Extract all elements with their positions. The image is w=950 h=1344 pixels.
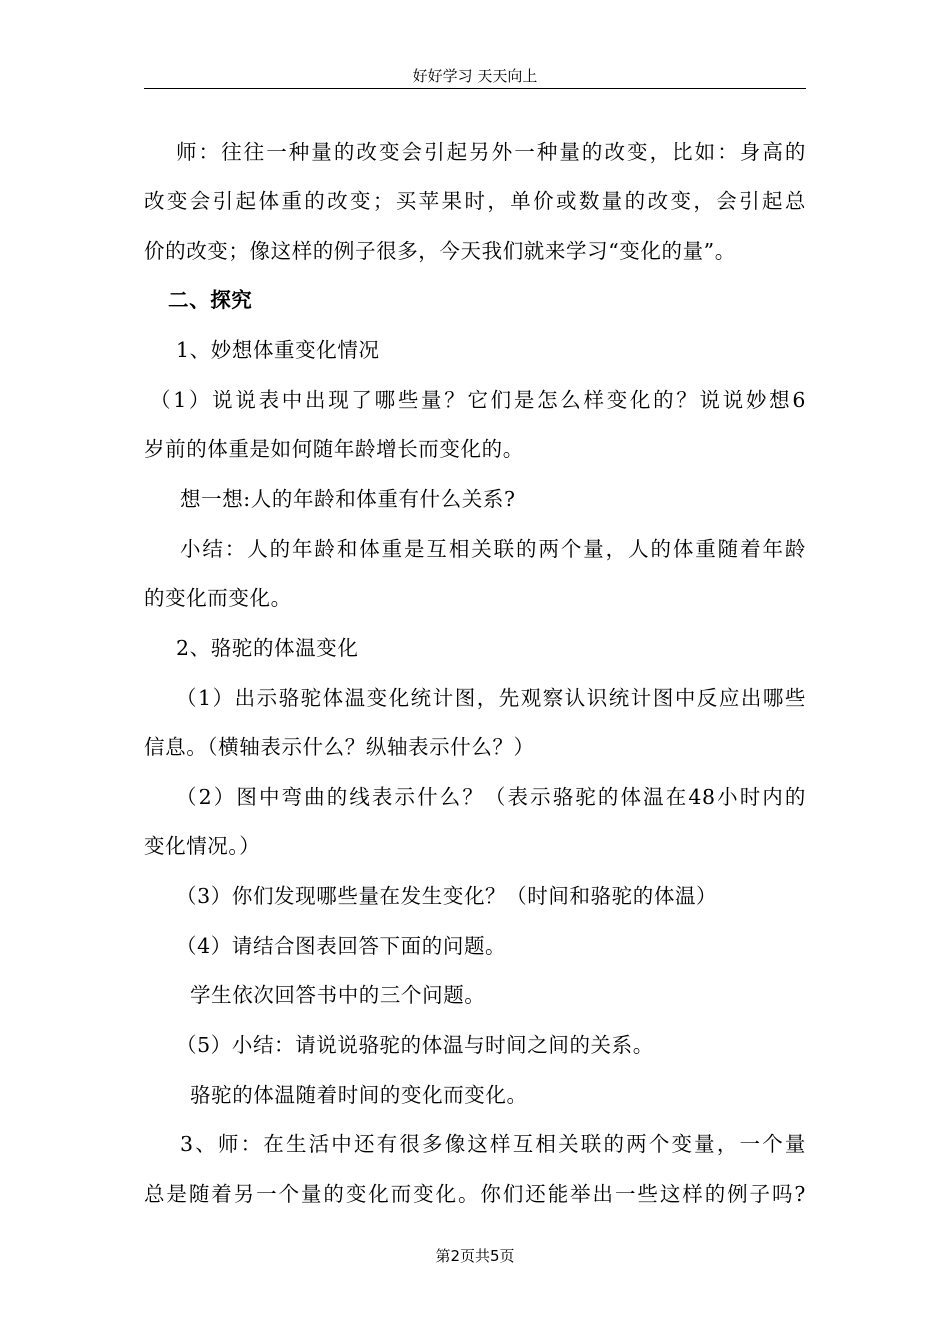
- header-divider: [144, 88, 806, 89]
- page-footer: 第2页共5页: [435, 1247, 515, 1265]
- subsection-heading: 2、骆驼的体温变化: [176, 636, 359, 660]
- paragraph-line: 总是随着另一个量的变化而变化。你们还能举出一些这样的例子吗?: [144, 1182, 806, 1206]
- paragraph-line: 学生依次回答书中的三个问题。: [190, 983, 486, 1007]
- paragraph-line: （1）说说表中出现了哪些量？它们是怎么样变化的？说说妙想6: [150, 388, 806, 412]
- paragraph-line: 骆驼的体温随着时间的变化而变化。: [190, 1083, 528, 1107]
- paragraph-line: （2）图中弯曲的线表示什么？（表示骆驼的体温在48小时内的: [176, 785, 806, 809]
- paragraph-line: 岁前的体重是如何随年龄增长而变化的。: [144, 437, 524, 461]
- paragraph-line: （4）请结合图表回答下面的问题。: [176, 934, 507, 958]
- paragraph-line: 小结：人的年龄和体重是互相关联的两个量，人的体重随着年龄: [180, 537, 806, 561]
- subsection-heading: 1、妙想体重变化情况: [176, 338, 380, 362]
- paragraph-line: 改变会引起体重的改变；买苹果时，单价或数量的改变，会引起总: [144, 189, 806, 213]
- paragraph-line: 价的改变；像这样的例子很多，今天我们就来学习“变化的量”。: [144, 239, 736, 263]
- paragraph-line: 信息。（横轴表示什么？纵轴表示什么？）: [144, 735, 535, 759]
- header-text: 好好学习 天天向上: [412, 67, 538, 85]
- paragraph-line: 变化情况。）: [144, 834, 261, 858]
- paragraph-line: （3）你们发现哪些量在发生变化？（时间和骆驼的体温）: [176, 884, 718, 908]
- paragraph-line: 的变化而变化。: [144, 586, 292, 610]
- paragraph-line: 3、师：在生活中还有很多像这样互相关联的两个变量，一个量: [180, 1132, 806, 1156]
- paragraph-line: （5）小结：请说说骆驼的体温与时间之间的关系。: [176, 1033, 654, 1057]
- section-heading: 二、探究: [168, 288, 253, 312]
- paragraph-line: 师：往往一种量的改变会引起另外一种量的改变，比如：身高的: [176, 140, 806, 164]
- paragraph-line: （1）出示骆驼体温变化统计图，先观察认识统计图中反应出哪些: [176, 686, 806, 710]
- paragraph-line: 想一想:人的年龄和体重有什么关系?: [180, 487, 516, 511]
